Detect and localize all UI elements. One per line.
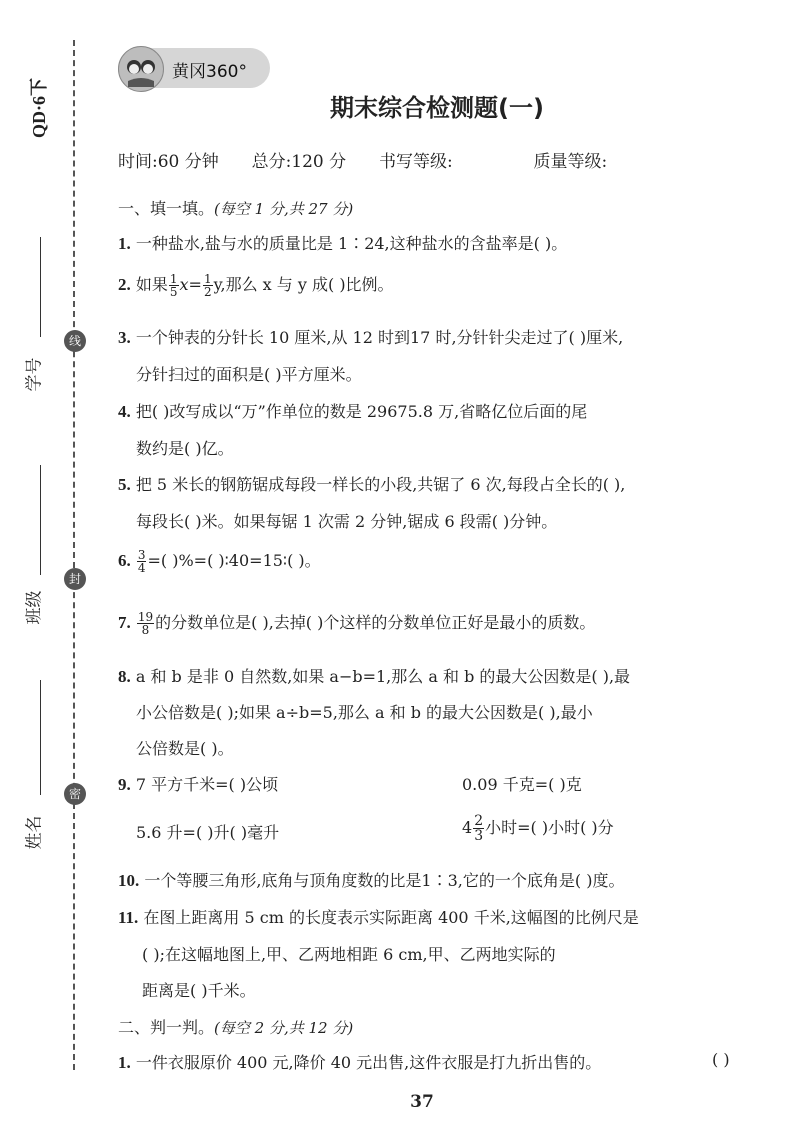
question-item: 9. 7 平方千米=( )公顷 <box>118 775 279 794</box>
page-number: 37 <box>410 1092 434 1112</box>
name-line <box>40 680 41 795</box>
kids-logo-icon <box>118 46 164 92</box>
student-id-label: 学号 <box>24 357 45 392</box>
question-continuation: 分针扫过的面积是( )平方厘米。 <box>136 365 362 384</box>
question-continuation: 公倍数是( )。 <box>136 739 234 758</box>
question-item: 1. 一种盐水,盐与水的质量比是 1∶24,这种盐水的含盐率是( )。 <box>118 234 568 253</box>
question-continuation: 数约是( )亿。 <box>136 439 234 458</box>
section-heading: 二、判一判。(每空 2 分,共 12 分) <box>118 1018 354 1037</box>
logo-badge <box>118 48 270 88</box>
question-item: 5. 把 5 米长的钢筋锯成每段一样长的小段,共锯了 6 次,每段占全长的( ), <box>118 475 626 494</box>
question-item: 6. $\frac{3}{4}$ =( )%=( )∶40=15∶( )。 <box>118 548 321 575</box>
name-label: 姓名 <box>24 815 45 850</box>
question-continuation: 每段长( )米。如果每锯 1 次需 2 分钟,锯成 6 段需( )分钟。 <box>136 512 558 531</box>
edition-label: QD·6下 <box>29 78 49 139</box>
writing-grade: 书写等级: <box>378 152 453 172</box>
question-item: 3. 一个钟表的分针长 10 厘米,从 12 时到17 时,分针针尖走过了( )厘米, <box>118 328 624 347</box>
question-item: 4. 把( )改写成以“万”作单位的数是 29675.8 万,省略亿位后面的尾 <box>118 402 588 421</box>
class-line <box>40 465 41 575</box>
question-item: 11. 在图上距离用 5 cm 的长度表示实际距离 400 千米,这幅图的比例尺是 <box>118 908 639 927</box>
cut-line <box>73 40 75 1070</box>
seal-seal: 封 <box>64 568 86 590</box>
question-item: 2. 如果 $\frac{1}{5}$ x= $\frac{1}{2}$ y,那么 x 与 y 成( )比例。 <box>118 272 394 299</box>
time-info: 时间:60 分钟 <box>118 152 219 172</box>
question-continuation: 小公倍数是( );如果 a÷b=5,那么 a 和 b 的最大公因数是( ),最小 <box>136 703 593 722</box>
question-item: 8. a 和 b 是非 0 自然数,如果 a−b=1,那么 a 和 b 的最大公因数是( ),最 <box>118 667 631 686</box>
question-item: 1. 一件衣服原价 400 元,降价 40 元出售,这件衣服是打九折出售的。 <box>118 1053 602 1072</box>
total-score: 总分:120 分 <box>251 152 347 172</box>
quality-grade: 质量等级: <box>533 152 608 172</box>
question-part: 0.09 千克=( )克 <box>462 775 582 794</box>
exam-meta <box>118 147 607 172</box>
question-continuation: ( );在这幅地图上,甲、乙两地相距 6 cm,甲、乙两地实际的 <box>142 945 556 964</box>
logo-text: 黄冈360° <box>172 62 247 82</box>
class-label: 班级 <box>24 590 45 625</box>
question-continuation: 距离是( )千米。 <box>142 981 256 1000</box>
judge-paren: ( ) <box>712 1050 730 1069</box>
seal-secret: 密 <box>64 783 86 805</box>
seal-line: 线 <box>64 330 86 352</box>
question-item: 7. $\frac{19}{8}$ 的分数单位是( ),去掉( )个这样的分数单位正好是最小的质数。 <box>118 610 596 637</box>
question-part: 4 $\frac{2}{3}$ 小时=( )小时( )分 <box>462 813 614 844</box>
question-part: 5.6 升=( )升( )毫升 <box>136 823 280 842</box>
student-id-line <box>40 237 41 337</box>
section-heading: 一、填一填。(每空 1 分,共 27 分) <box>118 199 354 218</box>
question-item: 10. 一个等腰三角形,底角与顶角度数的比是1∶3,它的一个底角是( )度。 <box>118 871 625 890</box>
page-title: 期末综合检测题(一) <box>330 94 544 122</box>
